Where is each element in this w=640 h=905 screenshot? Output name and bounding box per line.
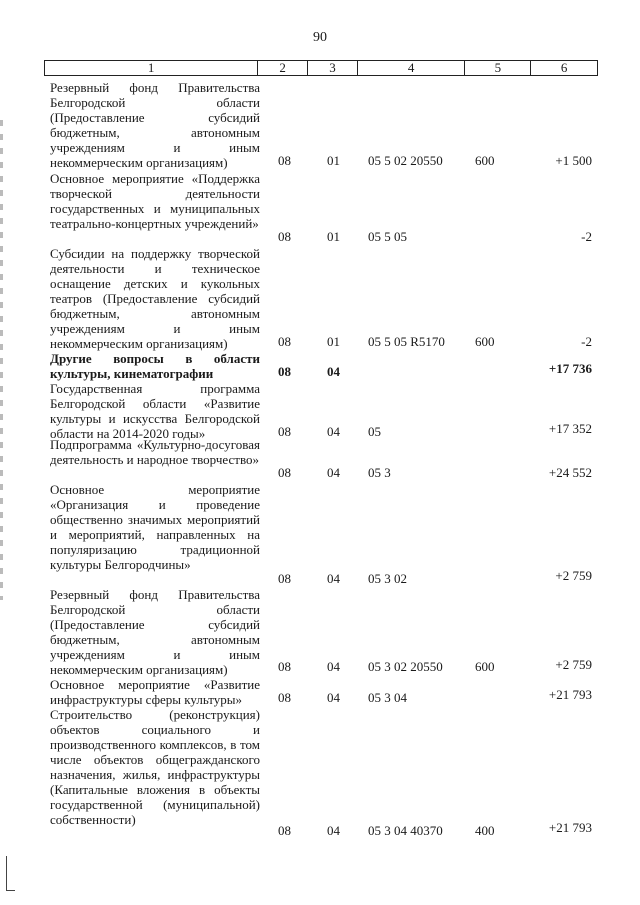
row-target-article: 05 5 05 — [368, 229, 407, 244]
header-col-1: 1 — [45, 61, 258, 75]
header-col-4: 4 — [358, 61, 466, 75]
row-section: 08 — [278, 465, 291, 480]
row-amount: +17 736 — [548, 361, 592, 376]
row-target-article: 05 3 04 — [368, 690, 407, 705]
row-section: 08 — [278, 424, 291, 439]
row-subsection: 01 — [327, 334, 340, 349]
table-row — [50, 707, 598, 847]
row-description: Подпрограмма «Культурно-досуговая деятельность и народное творчество» — [50, 437, 260, 467]
row-subsection: 04 — [327, 659, 340, 674]
header-col-3: 3 — [308, 61, 358, 75]
row-description: Государственная программа Белгородской области «Развитие культуры и искусства Белгородской области на 2014-2020 годы» — [50, 381, 260, 441]
table-row — [50, 482, 598, 587]
table-row — [50, 381, 598, 441]
row-expense-type: 600 — [475, 659, 495, 674]
row-amount: +1 500 — [555, 153, 592, 168]
row-section: 08 — [278, 659, 291, 674]
row-amount: -2 — [581, 334, 592, 349]
row-description: Субсидии на поддержку творческой деятельности и техническое оснащение детских и кукольных театров (Предоставление субсидий бюджетным, автономным учреждениям и иным некоммерческим организациям) — [50, 246, 260, 351]
table-row — [50, 587, 598, 677]
table-row — [50, 171, 598, 246]
row-description: Основное мероприятие «Развитие инфраструктуры сферы культуры» — [50, 677, 260, 707]
row-subsection: 01 — [327, 153, 340, 168]
table-row — [50, 351, 598, 381]
header-col-5: 5 — [465, 61, 531, 75]
row-section: 08 — [278, 823, 291, 838]
margin-scan-mark — [0, 120, 3, 600]
table-row — [50, 246, 598, 351]
table-row — [50, 80, 598, 170]
table-row — [50, 437, 598, 482]
row-amount: +21 793 — [548, 820, 592, 835]
row-subsection: 04 — [327, 424, 340, 439]
corner-scan-mark — [6, 856, 15, 891]
row-section: 08 — [278, 153, 291, 168]
row-target-article: 05 3 02 — [368, 571, 407, 586]
row-expense-type: 400 — [475, 823, 495, 838]
row-section: 08 — [278, 690, 291, 705]
row-subsection: 04 — [327, 571, 340, 586]
row-description: Другие вопросы в области культуры, кинематографии — [50, 351, 260, 381]
row-amount: +17 352 — [548, 421, 592, 436]
row-amount: +2 759 — [555, 657, 592, 672]
row-section: 08 — [278, 571, 291, 586]
row-expense-type: 600 — [475, 334, 495, 349]
row-amount: +24 552 — [548, 465, 592, 480]
row-amount: -2 — [581, 229, 592, 244]
row-description: Строительство (реконструкция) объектов социального и производственного комплексов, в том числе объектов общегражданского назначения, жилья, инфраструктуры (Капитальные вложения в объекты государственной (муниципальной) собственности) — [50, 707, 260, 827]
row-target-article: 05 3 02 20550 — [368, 659, 443, 674]
row-section: 08 — [278, 229, 291, 244]
header-col-6: 6 — [560, 60, 568, 75]
row-subsection: 04 — [327, 364, 340, 379]
table-header — [44, 60, 598, 76]
row-target-article: 05 3 — [368, 465, 391, 480]
row-description: Основное мероприятие «Поддержка творческой деятельности государственных и муниципальных театрально-концертных учреждений» — [50, 171, 260, 231]
row-target-article: 05 — [368, 424, 381, 439]
row-description: Основное мероприятие «Организация и проведение общественно значимых мероприятий и мероприятий, направленных на популяризацию традиционной культуры Белгородчины» — [50, 482, 260, 572]
row-target-article: 05 5 05 R5170 — [368, 334, 445, 349]
row-target-article: 05 3 04 40370 — [368, 823, 443, 838]
row-subsection: 01 — [327, 229, 340, 244]
row-section: 08 — [278, 364, 291, 379]
row-expense-type: 600 — [475, 153, 495, 168]
row-subsection: 04 — [327, 690, 340, 705]
row-description: Резервный фонд Правительства Белгородской области (Предоставление субсидий бюджетным, автономным учреждениям и иным некоммерческим организациям) — [50, 587, 260, 677]
header-col-2: 2 — [258, 61, 308, 75]
table-row — [50, 677, 598, 707]
row-subsection: 04 — [327, 823, 340, 838]
page-number: 90 — [313, 30, 327, 45]
row-amount: +21 793 — [548, 687, 592, 702]
row-description: Резервный фонд Правительства Белгородской области (Предоставление субсидий бюджетным, автономным учреждениям и иным некоммерческим организациям) — [50, 80, 260, 170]
row-section: 08 — [278, 334, 291, 349]
row-amount: +2 759 — [555, 568, 592, 583]
row-target-article: 05 5 02 20550 — [368, 153, 443, 168]
row-subsection: 04 — [327, 465, 340, 480]
